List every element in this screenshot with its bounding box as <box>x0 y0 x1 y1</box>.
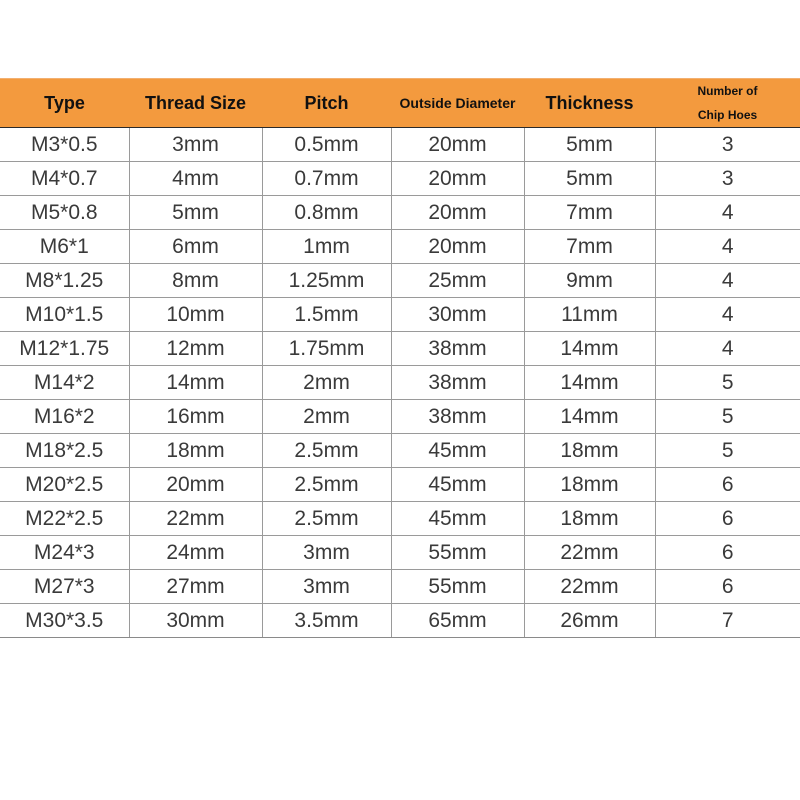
cell-type: M27*3 <box>0 570 129 604</box>
table-row <box>0 298 800 332</box>
cell-type: M18*2.5 <box>0 434 129 468</box>
header-outside-diameter: Outside Diameter <box>391 79 524 128</box>
cell-thread-size: 10mm <box>129 298 262 332</box>
header-chip-holes-line2: Chip Hoes <box>697 108 758 122</box>
cell-chip-holes: 5 <box>655 400 800 434</box>
cell-pitch: 2.5mm <box>262 502 391 536</box>
table-row <box>0 264 800 298</box>
table-row <box>0 162 800 196</box>
cell-type: M14*2 <box>0 366 129 400</box>
cell-chip-holes: 6 <box>655 468 800 502</box>
cell-pitch: 3mm <box>262 570 391 604</box>
cell-thread-size: 3mm <box>129 128 262 162</box>
cell-thickness: 11mm <box>524 298 655 332</box>
table-row <box>0 502 800 536</box>
cell-outside-diameter: 45mm <box>391 468 524 502</box>
table-row <box>0 196 800 230</box>
spec-sheet <box>0 78 800 638</box>
cell-type: M12*1.75 <box>0 332 129 366</box>
cell-outside-diameter: 55mm <box>391 536 524 570</box>
cell-thread-size: 22mm <box>129 502 262 536</box>
cell-type: M24*3 <box>0 536 129 570</box>
table-row <box>0 230 800 264</box>
cell-thickness: 5mm <box>524 162 655 196</box>
cell-outside-diameter: 45mm <box>391 502 524 536</box>
cell-pitch: 2.5mm <box>262 434 391 468</box>
cell-chip-holes: 6 <box>655 536 800 570</box>
cell-type: M22*2.5 <box>0 502 129 536</box>
cell-thickness: 7mm <box>524 230 655 264</box>
cell-outside-diameter: 38mm <box>391 332 524 366</box>
table-header <box>0 79 800 128</box>
cell-thread-size: 18mm <box>129 434 262 468</box>
table-row <box>0 366 800 400</box>
table-row <box>0 434 800 468</box>
cell-thread-size: 12mm <box>129 332 262 366</box>
cell-pitch: 2mm <box>262 400 391 434</box>
table-row <box>0 128 800 162</box>
header-thickness: Thickness <box>524 79 655 128</box>
cell-outside-diameter: 25mm <box>391 264 524 298</box>
cell-thickness: 26mm <box>524 604 655 638</box>
cell-thickness: 9mm <box>524 264 655 298</box>
table-row <box>0 400 800 434</box>
cell-outside-diameter: 20mm <box>391 128 524 162</box>
cell-chip-holes: 5 <box>655 366 800 400</box>
cell-thread-size: 27mm <box>129 570 262 604</box>
cell-thickness: 14mm <box>524 366 655 400</box>
cell-outside-diameter: 65mm <box>391 604 524 638</box>
cell-outside-diameter: 30mm <box>391 298 524 332</box>
cell-type: M5*0.8 <box>0 196 129 230</box>
cell-outside-diameter: 45mm <box>391 434 524 468</box>
table-row <box>0 604 800 638</box>
cell-pitch: 1.5mm <box>262 298 391 332</box>
cell-pitch: 2.5mm <box>262 468 391 502</box>
cell-chip-holes: 4 <box>655 332 800 366</box>
header-chip-holes <box>655 79 800 128</box>
cell-type: M20*2.5 <box>0 468 129 502</box>
header-thread-size: Thread Size <box>129 79 262 128</box>
cell-chip-holes: 5 <box>655 434 800 468</box>
cell-thickness: 18mm <box>524 468 655 502</box>
die-spec-table <box>0 78 800 638</box>
cell-chip-holes: 4 <box>655 264 800 298</box>
cell-pitch: 2mm <box>262 366 391 400</box>
cell-thickness: 14mm <box>524 332 655 366</box>
cell-outside-diameter: 38mm <box>391 400 524 434</box>
cell-pitch: 0.7mm <box>262 162 391 196</box>
cell-outside-diameter: 20mm <box>391 196 524 230</box>
cell-type: M4*0.7 <box>0 162 129 196</box>
cell-thread-size: 6mm <box>129 230 262 264</box>
cell-type: M16*2 <box>0 400 129 434</box>
cell-thread-size: 5mm <box>129 196 262 230</box>
cell-thread-size: 4mm <box>129 162 262 196</box>
cell-thickness: 5mm <box>524 128 655 162</box>
header-pitch: Pitch <box>262 79 391 128</box>
cell-thickness: 18mm <box>524 434 655 468</box>
header-row <box>0 79 800 128</box>
table-row <box>0 332 800 366</box>
cell-outside-diameter: 55mm <box>391 570 524 604</box>
cell-thickness: 7mm <box>524 196 655 230</box>
table-row <box>0 536 800 570</box>
cell-outside-diameter: 38mm <box>391 366 524 400</box>
cell-thread-size: 8mm <box>129 264 262 298</box>
cell-chip-holes: 4 <box>655 196 800 230</box>
cell-chip-holes: 6 <box>655 502 800 536</box>
cell-chip-holes: 3 <box>655 162 800 196</box>
cell-pitch: 1.25mm <box>262 264 391 298</box>
header-chip-holes-line1: Number of <box>697 84 758 98</box>
cell-chip-holes: 7 <box>655 604 800 638</box>
table-row <box>0 468 800 502</box>
cell-type: M30*3.5 <box>0 604 129 638</box>
cell-pitch: 3.5mm <box>262 604 391 638</box>
cell-type: M8*1.25 <box>0 264 129 298</box>
table-row <box>0 570 800 604</box>
cell-thickness: 22mm <box>524 536 655 570</box>
cell-outside-diameter: 20mm <box>391 230 524 264</box>
cell-pitch: 0.8mm <box>262 196 391 230</box>
cell-thickness: 14mm <box>524 400 655 434</box>
cell-thread-size: 16mm <box>129 400 262 434</box>
cell-outside-diameter: 20mm <box>391 162 524 196</box>
cell-thread-size: 30mm <box>129 604 262 638</box>
cell-pitch: 0.5mm <box>262 128 391 162</box>
cell-chip-holes: 4 <box>655 230 800 264</box>
table-body <box>0 128 800 638</box>
cell-type: M3*0.5 <box>0 128 129 162</box>
cell-chip-holes: 3 <box>655 128 800 162</box>
cell-thickness: 18mm <box>524 502 655 536</box>
cell-type: M10*1.5 <box>0 298 129 332</box>
cell-thread-size: 14mm <box>129 366 262 400</box>
header-type: Type <box>0 79 129 128</box>
cell-pitch: 3mm <box>262 536 391 570</box>
cell-chip-holes: 6 <box>655 570 800 604</box>
cell-chip-holes: 4 <box>655 298 800 332</box>
cell-thread-size: 20mm <box>129 468 262 502</box>
cell-type: M6*1 <box>0 230 129 264</box>
cell-pitch: 1mm <box>262 230 391 264</box>
cell-thickness: 22mm <box>524 570 655 604</box>
cell-pitch: 1.75mm <box>262 332 391 366</box>
cell-thread-size: 24mm <box>129 536 262 570</box>
